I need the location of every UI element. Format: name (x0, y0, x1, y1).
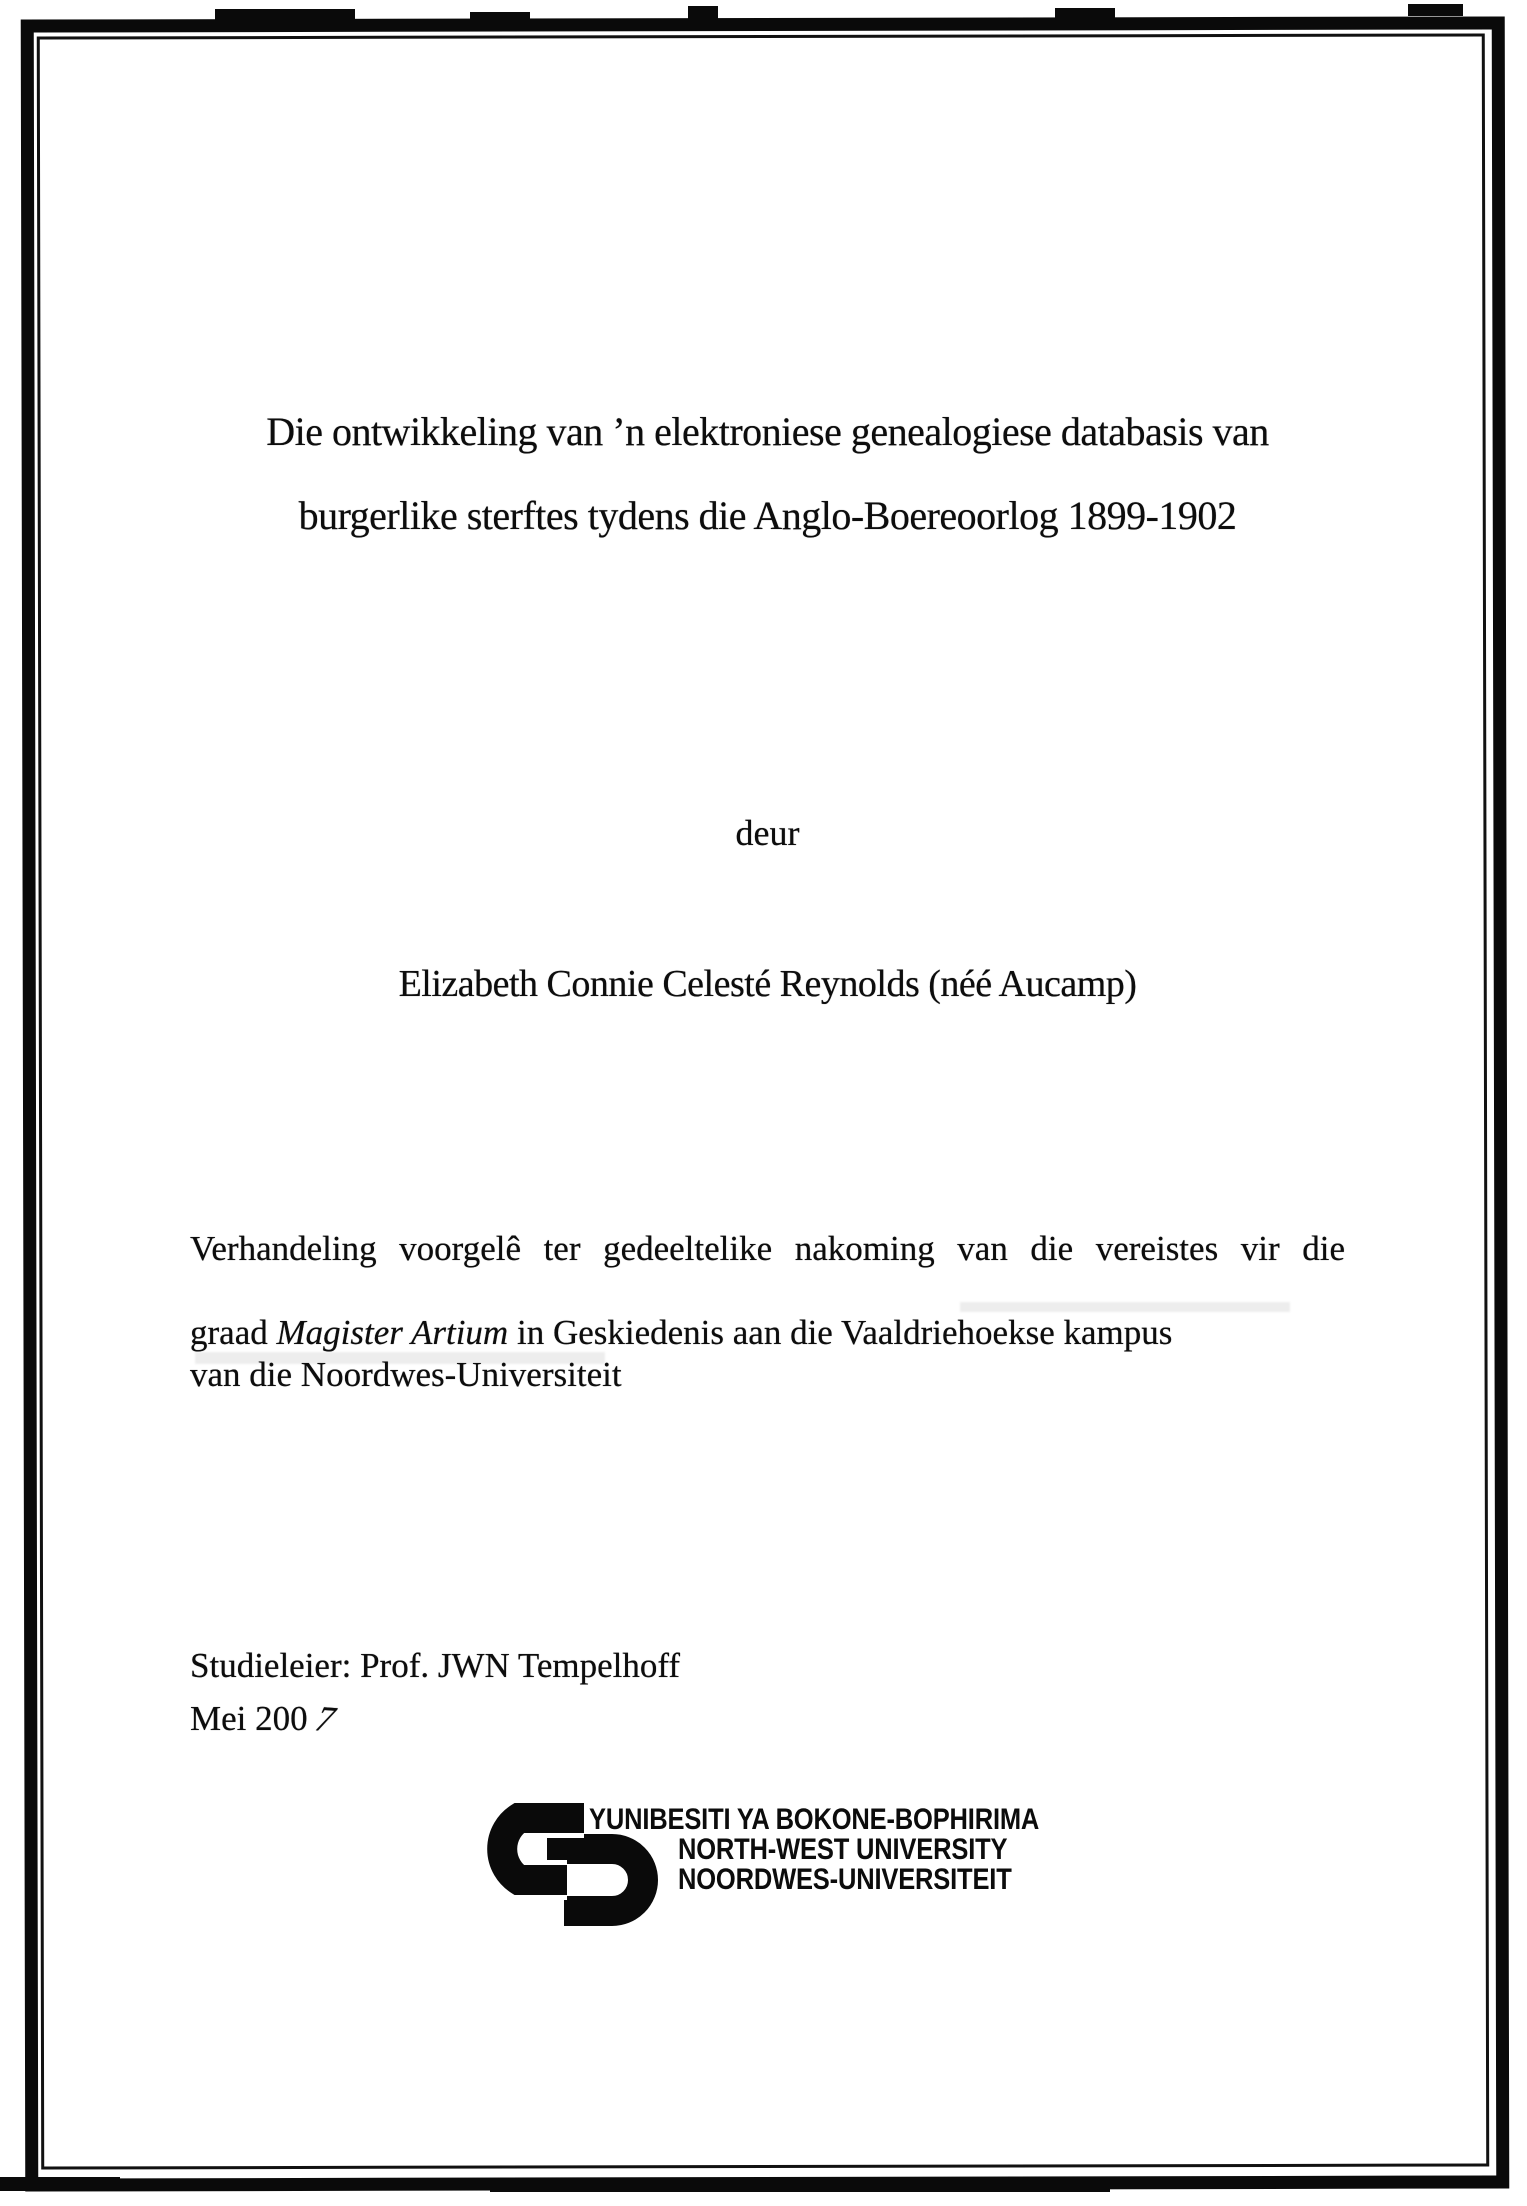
scan-artifact (490, 2180, 1110, 2192)
byline-word: deur (735, 813, 800, 853)
date-prefix: Mei 200 (190, 1699, 308, 1738)
degree-statement (190, 1228, 1345, 1396)
date-last-digit: 7 (308, 1699, 342, 1740)
scan-artifact (1055, 8, 1115, 18)
degree-name-italic: Magister Artium (276, 1313, 509, 1352)
date-line (190, 1699, 1345, 1739)
logo-text-setswana: YUNIBESITI YA BOKONE-BOPHIRIMA (589, 1803, 1040, 1836)
logo-text-afrikaans: NOORDWES-UNIVERSITEIT (678, 1863, 1012, 1896)
author-name: Elizabeth Connie Celesté Reynolds (néé Aucamp) (398, 963, 1137, 1005)
thesis-title-2 (190, 492, 1345, 539)
author-block (190, 962, 1345, 1006)
logo-text-english: NORTH-WEST UNIVERSITY (678, 1833, 1008, 1866)
byline-block (190, 812, 1345, 854)
statement-line2-prefix: graad (190, 1313, 277, 1352)
scan-artifact (470, 12, 530, 20)
university-logo-text (589, 1805, 1119, 1895)
statement-line-2 (190, 1312, 1345, 1354)
supervisor-line: Studieleier: Prof. JWN Tempelhoff (190, 1646, 681, 1685)
title-line-2: burgerlike sterftes tydens die Anglo-Boereoorlog 1899-1902 (298, 493, 1237, 538)
title-line-1: Die ontwikkeling van ’n elektroniese genealogiese databasis van (266, 409, 1269, 454)
scan-artifact (215, 9, 355, 20)
scan-artifact (1408, 4, 1463, 16)
thesis-title (190, 408, 1345, 455)
statement-line2-suffix: in Geskiedenis aan die Vaaldriehoekse kampus (508, 1313, 1173, 1352)
scan-artifact (0, 2177, 120, 2191)
statement-line-3: van die Noordwes-Universiteit (190, 1355, 622, 1394)
scan-artifact (688, 6, 718, 19)
statement-line-1: Verhandeling voorgelê ter gedeeltelike nakoming van die vereistes vir die (190, 1229, 1345, 1268)
